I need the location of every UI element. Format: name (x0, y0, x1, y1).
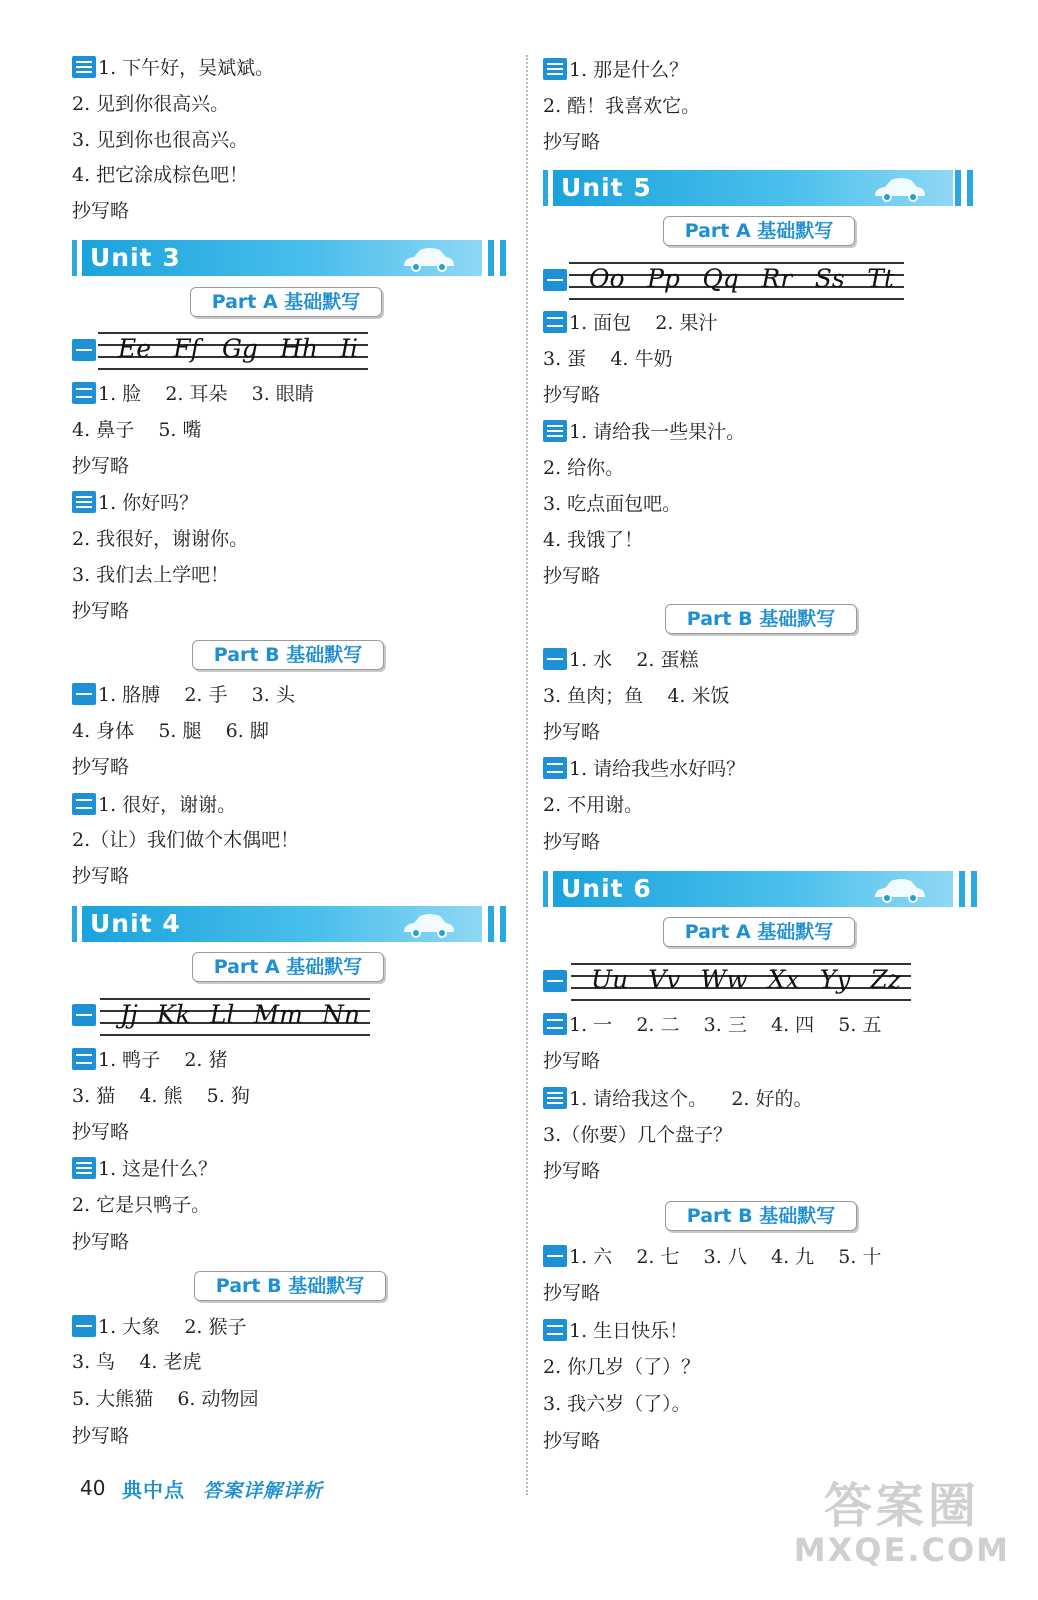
answer-line: 4. 我饿了！ (543, 529, 644, 551)
unit-title: Unit 6 (561, 874, 652, 903)
letter-pair: Ii (340, 334, 358, 363)
letter-pair: Gg (221, 334, 258, 363)
answer-line: 3. 猫 4. 熊 5. 狗 (72, 1085, 250, 1107)
section-two-marker (543, 311, 567, 333)
part-a-tag: Part A 基础默写 (192, 952, 384, 982)
unit-6-banner (543, 871, 983, 907)
answer-line: 1. 脸 2. 耳朵 3. 眼睛 (72, 382, 314, 406)
answer-line: 2. 它是只鸭子。 (72, 1194, 211, 1216)
answer-line: 2. 不用谢。 (543, 794, 644, 816)
section-three-marker (543, 420, 567, 442)
answer-line: 1. 请给我这个。 2. 好的。 (543, 1087, 813, 1111)
answer-line: 1. 生日快乐！ (543, 1319, 688, 1343)
letter-writing-lines (569, 260, 904, 300)
part-a-tag: Part A 基础默写 (663, 917, 855, 947)
answer-line: 1. 很好，谢谢。 (72, 793, 236, 817)
section-two-marker (72, 1048, 96, 1070)
section-one-marker (72, 1004, 96, 1026)
letter-pair: Pp (647, 264, 680, 293)
part-a-tag: Part A 基础默写 (190, 287, 382, 317)
answer-line: 4. 把它涂成棕色吧！ (72, 164, 249, 186)
answer-line: 抄写略 (72, 1121, 130, 1143)
answer-line: 2.（让）我们做个木偶吧！ (72, 829, 300, 851)
part-b-tag: Part B 基础默写 (665, 604, 857, 634)
answer-line: 3. 鸟 4. 老虎 (72, 1351, 202, 1373)
answer-line: 1. 请给我些水好吗？ (543, 757, 745, 781)
section-two-marker (72, 382, 96, 404)
letter-pair: Qq (702, 264, 739, 293)
unit-title: Unit 5 (561, 173, 652, 202)
answer-line: 1. 请给我一些果汁。 (543, 420, 745, 444)
footer-subtitle: 答案详解详析 (202, 1480, 323, 1502)
letter-pair: Kk (156, 1000, 191, 1029)
watermark-url: MXQE.COM (793, 1531, 1010, 1569)
letter-pair: Ff (173, 334, 200, 363)
section-one-marker (543, 970, 567, 992)
unit-3-banner (72, 240, 512, 276)
letter-pair: Rr (761, 264, 793, 293)
section-three-marker (543, 1087, 567, 1109)
answer-line: 抄写略 (543, 131, 601, 153)
car-icon (400, 246, 460, 272)
answer-line: 2. 给你。 (543, 457, 625, 479)
part-b-tag: Part B 基础默写 (192, 640, 384, 670)
letter-pair: Vv (648, 965, 681, 994)
car-icon (400, 912, 460, 938)
section-three-marker (72, 1157, 96, 1179)
section-marker-row (72, 339, 98, 363)
section-one-marker (543, 1245, 567, 1267)
answer-line: 1. 一 2. 二 3. 三 4. 四 5. 五 (543, 1013, 881, 1037)
letter-pair: Mm (253, 1000, 303, 1029)
letter-pair: Zz (870, 965, 901, 994)
answer-line: 抄写略 (543, 1430, 601, 1452)
answer-line: 1. 水 2. 蛋糕 (543, 648, 699, 672)
letter-pair: Jj (120, 1000, 138, 1029)
section-two-marker (72, 793, 96, 815)
answer-line: 抄写略 (543, 1282, 601, 1304)
answer-line: 抄写略 (72, 865, 130, 887)
answer-line: 1. 你好吗？ (72, 491, 198, 515)
answer-line: 抄写略 (543, 1160, 601, 1182)
letter-pair: Oo (589, 264, 625, 293)
answer-line: 4. 鼻子 5. 嘴 (72, 419, 202, 441)
section-marker-row (543, 269, 569, 293)
unit-title: Unit 4 (90, 909, 181, 938)
answer-line: 1. 面包 2. 果汁 (543, 311, 718, 335)
footer-brand (122, 1474, 323, 1503)
answer-line: 3. 蛋 4. 牛奶 (543, 348, 673, 370)
letter-pair: Tt (867, 264, 894, 293)
letter-pair: Nn (321, 1000, 360, 1029)
answer-line: 抄写略 (72, 1231, 130, 1253)
answer-line: 5. 大熊猫 6. 动物园 (72, 1388, 259, 1410)
letter-writing-lines (100, 996, 370, 1036)
letter-pair: Ll (209, 1000, 235, 1029)
answer-line: 抄写略 (72, 756, 130, 778)
answer-line: 1. 那是什么？ (543, 58, 688, 82)
answer-line: 抄写略 (72, 200, 130, 222)
section-three-marker (543, 58, 567, 80)
car-icon (871, 176, 931, 202)
answer-line: 3. 见到你也很高兴。 (72, 129, 249, 151)
answer-line: 抄写略 (543, 1050, 601, 1072)
unit-4-banner (72, 906, 512, 942)
section-one-marker (72, 683, 96, 705)
letter-writing-lines (98, 330, 368, 370)
answer-line: 1. 胳膊 2. 手 3. 头 (72, 683, 295, 707)
part-b-tag: Part B 基础默写 (194, 1271, 386, 1301)
letter-pair: Yy (819, 965, 851, 994)
answer-line: 抄写略 (543, 384, 601, 406)
answer-line: 2. 你几岁（了）？ (543, 1356, 701, 1378)
answer-line: 抄写略 (543, 721, 601, 743)
section-two-marker (543, 1319, 567, 1341)
section-two-marker (543, 757, 567, 779)
section-marker-row (72, 1004, 98, 1028)
answer-line: 3.（你要）几个盘子？ (543, 1124, 733, 1146)
answer-line: 3. 吃点面包吧。 (543, 493, 682, 515)
answer-line: 抄写略 (72, 600, 130, 622)
answer-line: 1. 六 2. 七 3. 八 4. 九 5. 十 (543, 1245, 881, 1269)
answer-line: 抄写略 (72, 1425, 130, 1447)
answer-line: 抄写略 (543, 565, 601, 587)
answer-line: 1. 大象 2. 猴子 (72, 1315, 247, 1339)
answer-line: 4. 身体 5. 腿 6. 脚 (72, 720, 269, 742)
answer-line: 1. 下午好，吴斌斌。 (72, 56, 274, 80)
answer-line: 1. 鸭子 2. 猪 (72, 1048, 228, 1072)
letter-pair: Hh (280, 334, 318, 363)
answer-line: 3. 我们去上学吧！ (72, 564, 230, 586)
part-b-tag: Part B 基础默写 (665, 1201, 857, 1231)
letter-pair: Xx (767, 965, 800, 994)
letter-pair: Ww (700, 965, 748, 994)
section-marker-row (543, 970, 569, 994)
letter-pair: Ss (814, 264, 845, 293)
unit-5-banner (543, 170, 973, 206)
section-two-marker (543, 1013, 567, 1035)
watermark-logo: 答案圈 (823, 1478, 980, 1534)
part-a-tag: Part A 基础默写 (663, 216, 855, 246)
answer-line: 3. 我六岁（了）。 (543, 1393, 691, 1415)
answer-line: 2. 酷！我喜欢它。 (543, 95, 701, 117)
page-number: 40 (80, 1476, 106, 1500)
car-icon (871, 877, 931, 903)
letter-pair: Ee (118, 334, 152, 363)
watermark (794, 1480, 1010, 1568)
answer-line: 抄写略 (72, 455, 130, 477)
unit-title: Unit 3 (90, 243, 181, 272)
answer-line: 2. 我很好，谢谢你。 (72, 528, 249, 550)
section-one-marker (72, 1315, 96, 1337)
section-one-marker (543, 269, 567, 291)
section-one-marker (543, 648, 567, 670)
section-three-marker (72, 491, 96, 513)
answer-line: 3. 鱼肉；鱼 4. 米饭 (543, 685, 730, 707)
section-three-marker (72, 56, 96, 78)
letter-writing-lines (571, 961, 911, 1001)
section-one-marker (72, 339, 96, 361)
answer-line: 1. 这是什么？ (72, 1157, 217, 1181)
letter-pair: Uu (591, 965, 629, 994)
answer-line: 2. 见到你很高兴。 (72, 93, 230, 115)
column-divider (526, 55, 528, 1495)
brand-logo: 典中点 (122, 1478, 185, 1502)
answer-line: 抄写略 (543, 831, 601, 853)
